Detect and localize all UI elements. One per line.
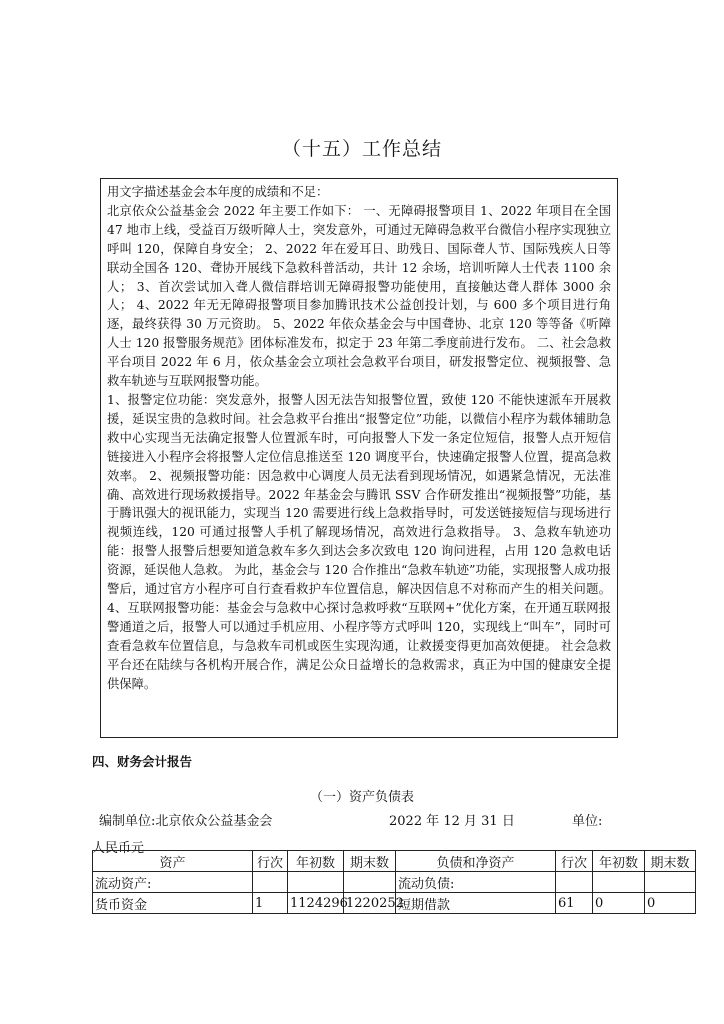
header-cell: 负债和净资产 [396,851,556,872]
table-cell: 0 [645,893,696,914]
header-cell: 行次 [556,851,593,872]
table-cell: 流动负债: [396,872,556,893]
header-cell: 行次 [253,851,288,872]
currency-label: 人民币元 [92,841,145,856]
table-cell [253,872,288,893]
table-cell: 0 [593,893,645,914]
balance-sheet-table [92,850,696,914]
page-title: （十五）工作总结 [281,138,442,160]
table-cell: 1220252 [344,893,396,914]
table-row [93,893,696,914]
table-cell: 1124296 [288,893,344,914]
table-cell: 短期借款 [396,893,556,914]
header-cell: 年初数 [593,851,645,872]
work-summary-box [100,178,618,738]
table-cell: 流动资产: [93,872,253,893]
balance-sheet-title: （一）资产负债表 [309,790,414,805]
table-cell [288,872,344,893]
summary-paragraph-1: 北京依众公益基金会 2022 年主要工作如下： 一、无障碍报警项目 1、2022 年项目在全国 47 地市上线，受益百万级听障人士，突发意外，可通过无障碍急救平台微信小程序实现独立呼叫 120，保障自身安全； 2、2022 年在爱耳日、助残日、国际聋人节、国际残疾人日等联动全国各 120、聋协开展线下急救科普活动，共计 12 余场，培训听障人士代表 1100 余人； 3、首次尝试加入聋人微信群培训无障碍报警功能使用，直接触达聋人群体 3000 余人； 4、2022 年无无障碍报警项目参加腾讯技术公益创投计划，与 600 多个项目进行角逐，最终获得 30 万元资助。 5、2022 年依众基金会与中国聋协、北京 120 等等备《听障人士 120 报警服务规范》团体标准发布，拟定于 23 年第二季度前进行发布。 二、社会急救平台项目 2022 年 6 月，依众基金会立项社会急救平台项目，研发报警定位、视频报警、急救车轨迹与互联网报警功能。 [107,203,611,389]
prepared-by: 编制单位:北京依众公益基金会 [99,814,273,829]
table-cell [645,872,696,893]
table-row [93,872,696,893]
report-date: 2022 年 12 月 31 日 [389,814,515,829]
table-cell [344,872,396,893]
header-cell: 资产 [93,851,253,872]
table-cell [556,872,593,893]
table-cell: 1 [253,893,288,914]
header-cell: 期末数 [645,851,696,872]
summary-paragraph-2: 1、报警定位功能：突发意外，报警人因无法告知报警位置，致使 120 不能快速派车开展救援，延误宝贵的急救时间。社会急救平台推出“报警定位”功能，以微信小程序为载体辅助急救中心实现当无法确定报警人位置派车时，可向报警人下发一条定位短信，报警人点开短信链接进入小程序会将报警人定位信息推送至 120 调度平台，快速确定报警人位置，提高急救效率。 2、视频报警功能：因急救中心调度人员无法看到现场情况，如遇紧急情况，无法准确、高效进行现场救援指导。2022 年基金会与腾讯 SSV 合作研发推出“视频报警”功能，基于腾讯强大的视讯能力，实现当 120 需要进行线上急救指导时，可发送链接短信与现场进行视频连线，120 可通过报警人手机了解现场情况，高效进行急救指导。 3、急救车轨迹功能：报警人报警后想要知道急救车多久到达会多次致电 120 询问进程，占用 120 急救电话资源，延误他人急救。 为此，基金会与 120 合作推出“急救车轨迹”功能，实现报警人成功报警后，通过官方小程序可自行查看救护车位置信息，解决因信息不对称而产生的相关问题。 4、互联网报警功能：基金会与急救中心探讨急救呼救“互联网+”优化方案，在开通互联网报警通道之后，报警人可以通过手机应用、小程序等方式呼叫 120，实现线上“叫车”，同时可查看急救车位置信息，与急救车司机或医生实现沟通，让救援变得更加高效便捷。 社会急救平台还在陆续与各机构开展合作，满足公众日益增长的急救需求，真正为中国的健康安全提供保障。 [107,392,611,691]
table-header-row [93,851,696,872]
unit-label: 单位: [572,814,603,829]
summary-prompt: 用文字描述基金会本年度的成绩和不足： [107,185,329,199]
table-cell: 61 [556,893,593,914]
header-cell: 期末数 [344,851,396,872]
table-cell: 货币资金 [93,893,253,914]
table-cell [593,872,645,893]
section-heading: 四、财务会计报告 [92,754,193,769]
header-cell: 年初数 [288,851,344,872]
